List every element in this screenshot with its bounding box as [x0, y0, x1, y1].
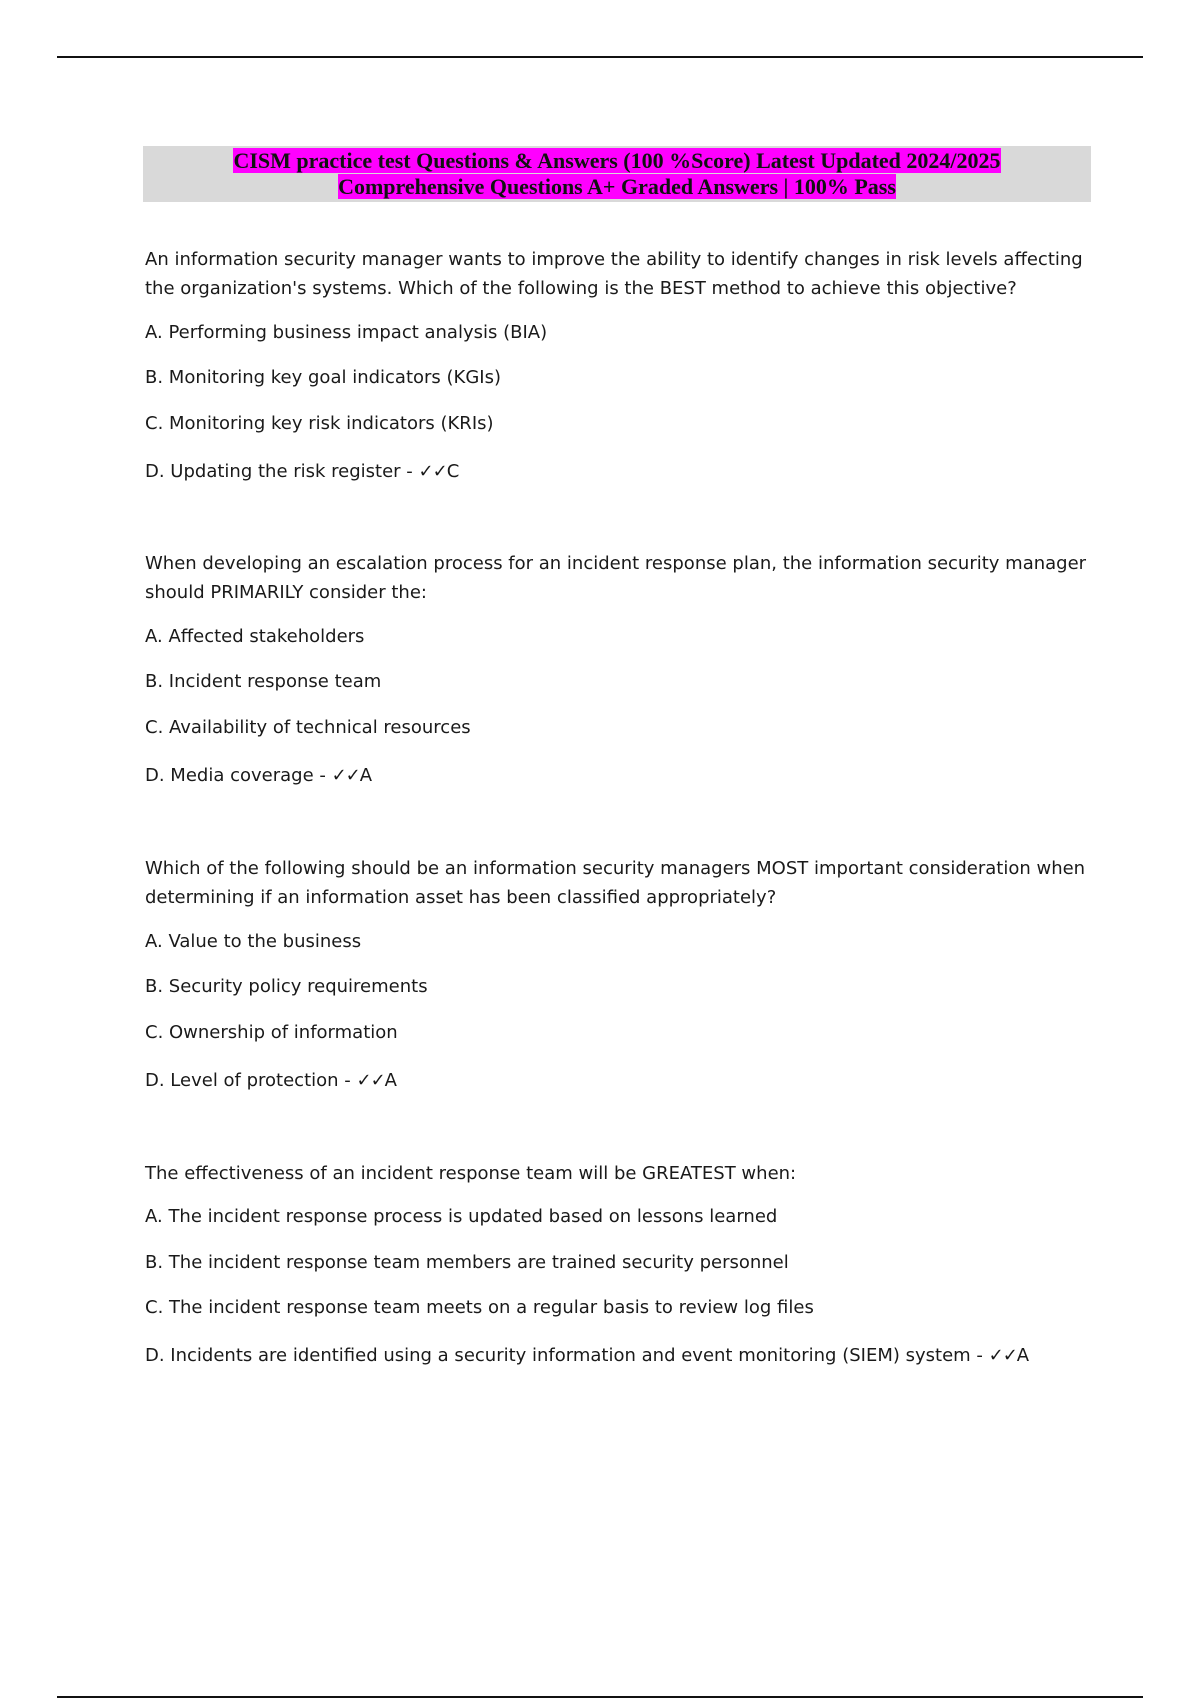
option-b: B. The incident response team members are trained security personnel — [145, 1252, 789, 1273]
option-a: A. Performing business impact analysis (BIA) — [145, 322, 548, 343]
bottom-divider — [57, 1696, 1143, 1698]
question-block-2 — [145, 549, 1090, 786]
question-block-3 — [145, 854, 1090, 1091]
option-d — [145, 1344, 1029, 1368]
option-d — [145, 1069, 397, 1093]
question-block-4 — [145, 1159, 1090, 1366]
option-d-text: D. Media coverage - — [145, 765, 332, 786]
top-divider — [57, 56, 1143, 58]
check-mark-icon: ✓✓ — [418, 461, 447, 482]
option-d — [145, 460, 459, 484]
option-c: C. Availability of technical resources — [145, 717, 471, 738]
question-text: When developing an escalation process for an incident response plan, the information security manager should PRIMARILY consider the: — [145, 553, 1087, 603]
option-c: C. Monitoring key risk indicators (KRIs) — [145, 413, 494, 434]
answer-key: A — [1016, 1345, 1030, 1366]
option-b: B. Security policy requirements — [145, 976, 428, 997]
question-text: An information security manager wants to improve the ability to identify changes in risk levels affecting the organization's systems. Which of the following is the BEST method to achieve this objective? — [145, 249, 1083, 299]
option-a: A. The incident response process is updated based on lessons learned — [145, 1206, 778, 1227]
option-a: A. Value to the business — [145, 931, 362, 952]
option-c: C. The incident response team meets on a regular basis to review log files — [145, 1297, 814, 1318]
answer-key: C — [446, 461, 460, 482]
answer-key: A — [359, 765, 373, 786]
option-d — [145, 764, 372, 788]
check-mark-icon: ✓✓ — [331, 765, 360, 786]
check-mark-icon: ✓✓ — [988, 1345, 1017, 1366]
option-d-text: D. Updating the risk register - — [145, 461, 419, 482]
option-b: B. Incident response team — [145, 671, 382, 692]
option-b: B. Monitoring key goal indicators (KGIs) — [145, 367, 502, 388]
option-d-text: D. Level of protection - — [145, 1070, 357, 1091]
option-a: A. Affected stakeholders — [145, 626, 365, 647]
check-mark-icon: ✓✓ — [356, 1070, 385, 1091]
option-c: C. Ownership of information — [145, 1022, 398, 1043]
document-title-box — [143, 146, 1091, 202]
title-line-2: Comprehensive Questions A+ Graded Answers | 100% Pass — [338, 174, 896, 199]
title-line-1: CISM practice test Questions & Answers (100 %Score) Latest Updated 2024/2025 — [233, 148, 1001, 173]
question-block-1 — [145, 245, 1090, 482]
option-d-text: D. Incidents are identified using a security information and event monitoring (SIEM) system - — [145, 1345, 989, 1366]
answer-key: A — [384, 1070, 397, 1091]
question-text: Which of the following should be an information security managers MOST important consideration when determining if an information asset has been classified appropriately? — [145, 858, 1086, 908]
question-text: The effectiveness of an incident response team will be GREATEST when: — [145, 1163, 797, 1184]
